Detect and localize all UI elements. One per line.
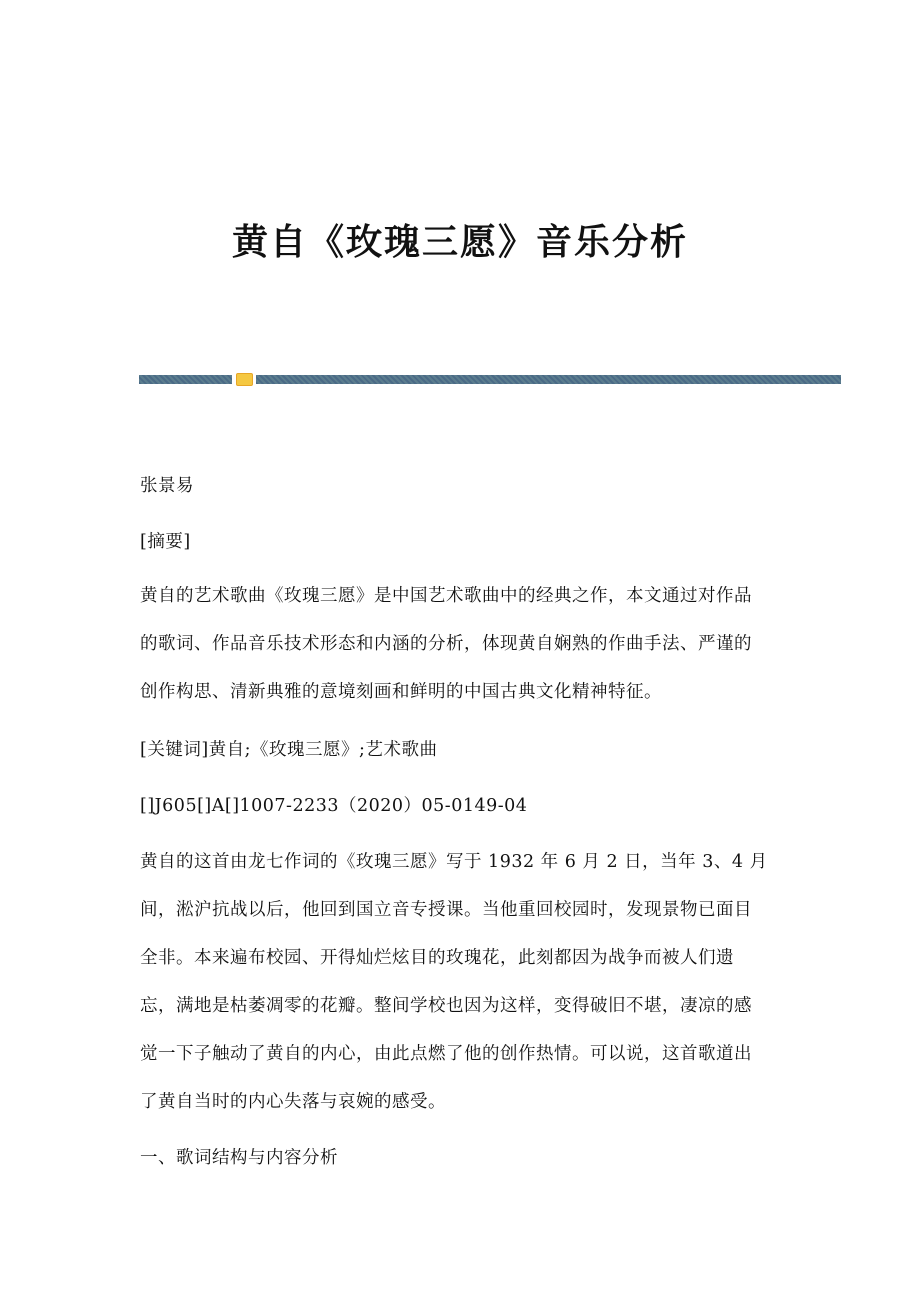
body-line: 全非。本来遍布校园、开得灿烂炫目的玫瑰花，此刻都因为战争而被人们遗 [140,948,734,968]
section-heading: 一、歌词结构与内容分析 [140,1148,338,1168]
abstract-label: [摘要] [140,532,191,552]
classification: []J605[]A[]1007-2233（2020）05-0149-04 [140,796,528,816]
page-title: 黄自《玫瑰三愿》音乐分析 [231,222,688,263]
divider-bar-right [256,375,841,384]
body-line: 了黄自当时的内心失落与哀婉的感受。 [140,1092,446,1112]
body-line: 黄自的这首由龙七作词的《玫瑰三愿》写于 1932 年 6 月 2 日，当年 3、4 月 [140,852,768,872]
keywords: [关键词]黄自;《玫瑰三愿》;艺术歌曲 [140,740,438,760]
author: 张景易 [140,476,194,496]
body-line: 觉一下子触动了黄自的内心，由此点燃了他的创作热情。可以说，这首歌道出 [140,1044,752,1064]
body-line: 忘，满地是枯萎凋零的花瓣。整间学校也因为这样，变得破旧不堪，凄凉的感 [140,996,752,1016]
abstract-line: 的歌词、作品音乐技术形态和内涵的分析，体现黄自娴熟的作曲手法、严谨的 [140,634,752,654]
abstract-line: 黄自的艺术歌曲《玫瑰三愿》是中国艺术歌曲中的经典之作，本文通过对作品 [140,586,752,606]
title-divider [139,375,841,384]
body-line: 间，淞沪抗战以后，他回到国立音专授课。当他重回校园时，发现景物已面目 [140,900,752,920]
divider-bar-left [139,375,232,384]
envelope-icon [236,373,253,386]
abstract-line: 创作构思、清新典雅的意境刻画和鲜明的中国古典文化精神特征。 [140,682,662,702]
